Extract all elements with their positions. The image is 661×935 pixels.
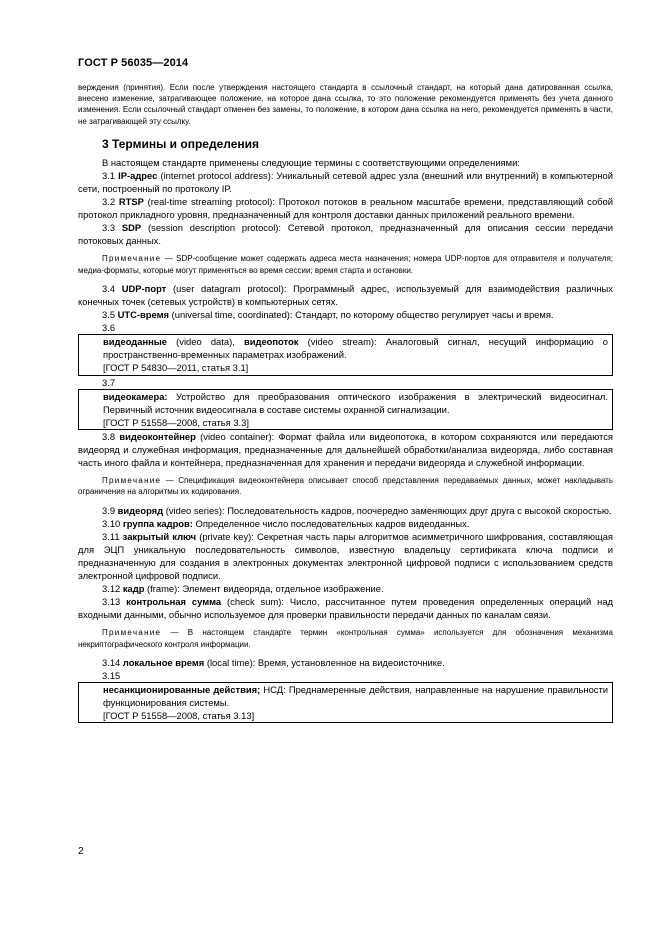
term-3-4: 3.4 UDP-порт (user datagram protocol): Программный адрес, используемый для взаимодействия различных конечных точек (сетевых устройств) в компьютерных сетях. xyxy=(78,282,613,307)
page-number: 2 xyxy=(78,846,84,857)
term-3-6-ref: [ГОСТ Р 54830—2011, статья 3.1] xyxy=(103,362,249,374)
term-3-1: 3.1 IP-адрес (internet protocol address): Уникальный сетевой адрес узла (внешний или внутренний) в компьютерной сети, построенный по протоколу IP. xyxy=(78,169,613,194)
term-3-3: 3.3 SDP (session description protocol): Сетевой протокол, предназначенный для описания сессии передачи потоковых данных. xyxy=(78,222,613,247)
term-3-15-ref: [ГОСТ Р 51558—2008, статья 3.13] xyxy=(103,710,255,722)
note-3-8: Примечание — Спецификация видеоконтейнера описывает способ представления передаваемых данных, может накладывать ограничения на алгоритмы их кодирования. xyxy=(78,476,613,497)
term-3-5: 3.5 UTC-время (universal time, coordinated): Стандарт, по которому общество регулирует часы и время. xyxy=(102,309,554,321)
term-3-7-box: видеокамера: Устройство для преобразования оптического изображения в электрический видеосигнал. Первичный источник видеосигнала в составе системы охранной сигнализации. [ГОСТ Р 51558—2008, статья 3.3] xyxy=(78,389,613,430)
term-3-10: 3.10 группа кадров: Определенное число последовательных кадров видеоданных. xyxy=(102,517,470,529)
term-3-15-number: 3.15 xyxy=(102,669,121,681)
page-header: ГОСТ Р 56035—2014 xyxy=(78,57,189,69)
term-3-8: 3.8 видеоконтейнер (video container): Формат файла или видеопотока, в котором сохраняются или передаются видеоряд и служебная информация, предназначенные для дальнейшей обработки/анализа видеоряда, либо составная часть иного файла и контейнера, предназначенная для хранения и передачи видеоряда и служебной информации. xyxy=(78,430,613,469)
term-3-6-number: 3.6 xyxy=(102,322,116,334)
term-3-2: 3.2 RTSP (real-time streaming protocol): Протокол потоков в реальном масштабе времени, представляющий собой протокол прикладного уровня, предназначенный для контроля доставки данных приложений реального времени. xyxy=(78,196,613,221)
term-3-9: 3.9 видеоряд (video series): Последовательность кадров, поочередно заменяющих друг друга с высокой скоростью. xyxy=(102,504,612,516)
note-3-3: Примечание — SDP-сообщение может содержать адреса места назначения; номера UDP-портов для отправителя и получателя; медиа-форматы, которые могут применяться во время сессии; время старта и остановки. xyxy=(78,254,613,275)
section-title: 3 Термины и определения xyxy=(102,136,260,151)
intro-paragraph: верждения (принятия). Если после утверждения настоящего стандарта в ссылочный стандарт, на который дана датированная ссылка, внесено изменение, затрагивающее положение, на которое дана ссылка, то это положение рекомендуется применять без учета данного изменения. Если ссылочный стандарт отменен без замены, то положение, в котором дана ссылка на него, рекомендуется применять в части, не затрагивающей эту ссылку. xyxy=(78,83,613,126)
term-3-6-box: видеоданные (video data), видеопоток (video stream): Аналоговый сигнал, несущий информацию о пространственно-временных параметрах изображений. [ГОСТ Р 54830—2011, статья 3.1] xyxy=(78,334,613,375)
document-body xyxy=(78,82,613,723)
term-3-14: 3.14 локальное время (local time): Время, установленное на видеоисточнике. xyxy=(102,656,445,668)
section-lead: В настоящем стандарте применены следующие термины с соответствующими определениями: xyxy=(102,156,520,168)
term-3-12: 3.12 кадр (frame): Элемент видеоряда, отдельное изображение. xyxy=(102,583,384,595)
term-3-11: 3.11 закрытый ключ (private key): Секретная часть пары алгоритмов асимметричного шифрования, составляющая для ЭЦП уникальную последовательность символов, известную владельцу сертификата ключа подписи и предназначенную для создания в электронных документах электронной цифровой подписи с использованием средств электронной цифровой подписи. xyxy=(78,530,614,582)
term-3-7-ref: [ГОСТ Р 51558—2008, статья 3.3] xyxy=(103,416,249,428)
term-3-15-box: несанкционированные действия; НСД: Преднамеренные действия, направленные на нарушение правильности функционирования системы. [ГОСТ Р 51558—2008, статья 3.13] xyxy=(78,682,613,723)
term-3-13: 3.13 контрольная сумма (check sum): Число, рассчитанное путем проведения определенных операций над входными данными, обычно используемое для проверки правильности передачи данных по каналам связи. xyxy=(78,596,613,621)
note-3-13: Примечание — В настоящем стандарте термин «контрольная сумма» используется для обозначения механизма некриптографического контроля информации. xyxy=(78,628,613,649)
term-3-7-number: 3.7 xyxy=(102,376,116,388)
